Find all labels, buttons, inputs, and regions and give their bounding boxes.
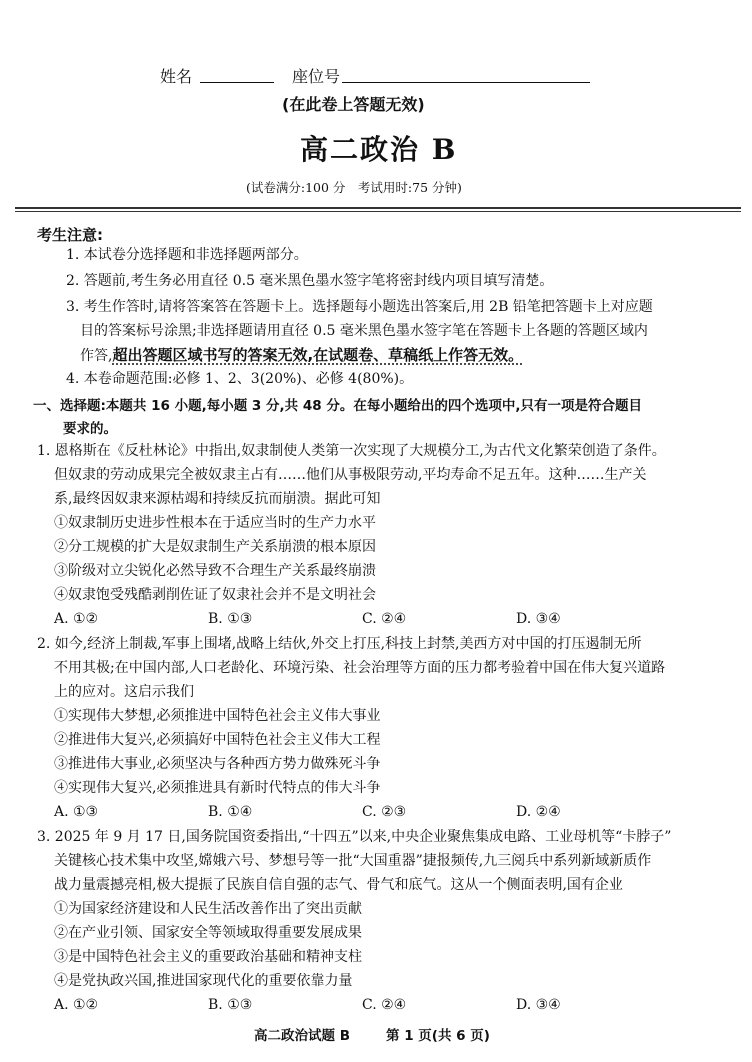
instruction-3-emphasis: 超出答题区域书写的答案无效,在试题卷、草稿纸上作答无效。	[112, 346, 524, 364]
q3-choice-a: A. ①②	[54, 997, 99, 1013]
q3-option-1: ①为国家经济建设和人民生活改善作出了突出贡献	[54, 901, 362, 917]
q3-choice-c: C. ②④	[362, 997, 407, 1013]
footer-exam-name: 高二政治试题 B	[254, 1028, 350, 1044]
q2-choice-c: C. ②③	[362, 804, 407, 820]
q2-option-4: ④实现伟大复兴,必须推进具有新时代特点的伟大斗争	[54, 780, 381, 796]
page-title: 高二政治 B	[300, 133, 458, 166]
q3-stem-line3: 战力量震撼亮相,极大提振了民族自信自强的志气、骨气和底气。这从一个侧面表明,国有企业	[54, 877, 623, 893]
q2-choice-a: A. ①③	[54, 804, 99, 820]
q2-stem-line3: 上的应对。这启示我们	[54, 684, 194, 700]
q1-choice-b: B. ①③	[208, 611, 253, 627]
name-blank[interactable]	[200, 66, 274, 83]
q2-stem-line2: 不用其极;在中国内部,人口老龄化、环境污染、社会治理等方面的压力都考验着中国在伟大复兴道路	[54, 660, 666, 676]
q1-stem-line1: 1. 恩格斯在《反杜林论》中指出,奴隶制使人类第一次实现了大规模分工,为古代文化繁荣创造了条件。	[37, 443, 666, 459]
section1-heading-line2: 要求的。	[63, 421, 117, 437]
q1-stem-line3: 系,最终因奴隶来源枯竭和持续反抗而崩溃。据此可知	[54, 491, 381, 507]
q2-choice-b: B. ①④	[208, 804, 253, 820]
instruction-1: 1. 本试卷分选择题和非选择题两部分。	[66, 247, 308, 263]
seat-blank[interactable]	[342, 66, 590, 83]
q1-choice-a: A. ①②	[54, 611, 99, 627]
q3-choice-b: B. ①③	[208, 997, 253, 1013]
q2-option-1: ①实现伟大梦想,必须推进中国特色社会主义伟大事业	[54, 708, 381, 724]
header-rule-top	[15, 207, 741, 209]
q1-option-3: ③阶级对立尖锐化必然导致不合理生产关系最终崩溃	[54, 563, 376, 579]
q3-stem-line1: 3. 2025 年 9 月 17 日,国务院国资委指出,“十四五”以来,中央企业聚焦集成电路、工业母机等“卡脖子”	[37, 829, 672, 845]
seat-label: 座位号	[292, 67, 341, 86]
instructions-heading: 考生注意:	[37, 226, 103, 244]
q2-choice-d: D. ②④	[516, 804, 561, 820]
q2-stem-line1: 2. 如今,经济上制裁,军事上围堵,战略上结伙,外交上打压,科技上封禁,美西方对中国的打压遏制无所	[37, 636, 642, 652]
q3-option-2: ②在产业引领、国家安全等领域取得重要发展成果	[54, 925, 362, 941]
exam-info: (试卷满分:100 分 考试用时:75 分钟)	[246, 180, 462, 195]
q1-option-2: ②分工规模的扩大是奴隶制生产关系崩溃的根本原因	[54, 539, 376, 555]
header-rule-bottom	[15, 211, 741, 212]
q2-option-3: ③推进伟大事业,必须坚决与各种西方势力做殊死斗争	[54, 756, 381, 772]
instruction-3-line2: 目的答案标号涂黑;非选择题请用直径 0.5 毫米黑色墨水签字笔在答题卡上各题的答题区域内	[80, 323, 648, 339]
q3-option-3: ③是中国特色社会主义的重要政治基础和精神支柱	[54, 949, 362, 965]
q1-option-4: ④奴隶饱受残酷剥削佐证了奴隶社会并不是文明社会	[54, 587, 376, 603]
instruction-3-line1: 3. 考生作答时,请将答案答在答题卡上。选择题每小题选出答案后,用 2B 铅笔把答题卡上对应题	[66, 299, 653, 315]
q3-choice-d: D. ③④	[516, 997, 561, 1013]
instruction-2: 2. 答题前,考生务必用直径 0.5 毫米黑色墨水签字笔将密封线内项目填写清楚。	[66, 273, 554, 289]
q1-choice-d: D. ③④	[516, 611, 561, 627]
name-label: 姓名	[160, 67, 193, 86]
instruction-3-prefix: 作答,	[80, 348, 113, 364]
q1-option-1: ①奴隶制历史进步性根本在于适应当时的生产力水平	[54, 515, 376, 531]
instruction-3-line3	[80, 344, 523, 368]
notice: (在此卷上答题无效)	[282, 95, 425, 114]
q1-choice-c: C. ②④	[362, 611, 407, 627]
q1-stem-line2: 但奴隶的劳动成果完全被奴隶主占有……他们从事极限劳动,平均寿命不足五年。这种……生产关	[54, 467, 647, 483]
footer-page-number: 第 1 页(共 6 页)	[386, 1028, 490, 1044]
instruction-4: 4. 本卷命题范围:必修 1、2、3(20%)、必修 4(80%)。	[66, 371, 414, 387]
q3-stem-line2: 关键核心技术集中攻坚,嫦娥六号、梦想号等一批“大国重器”捷报频传,九三阅兵中系列新域新质作	[54, 853, 652, 869]
q3-option-4: ④是党执政兴国,推进国家现代化的重要依靠力量	[54, 973, 353, 989]
section1-heading-line1: 一、选择题:本题共 16 小题,每小题 3 分,共 48 分。在每小题给出的四个选项中,只有一项是符合题目	[33, 398, 642, 414]
q2-option-2: ②推进伟大复兴,必须搞好中国特色社会主义伟大工程	[54, 732, 381, 748]
